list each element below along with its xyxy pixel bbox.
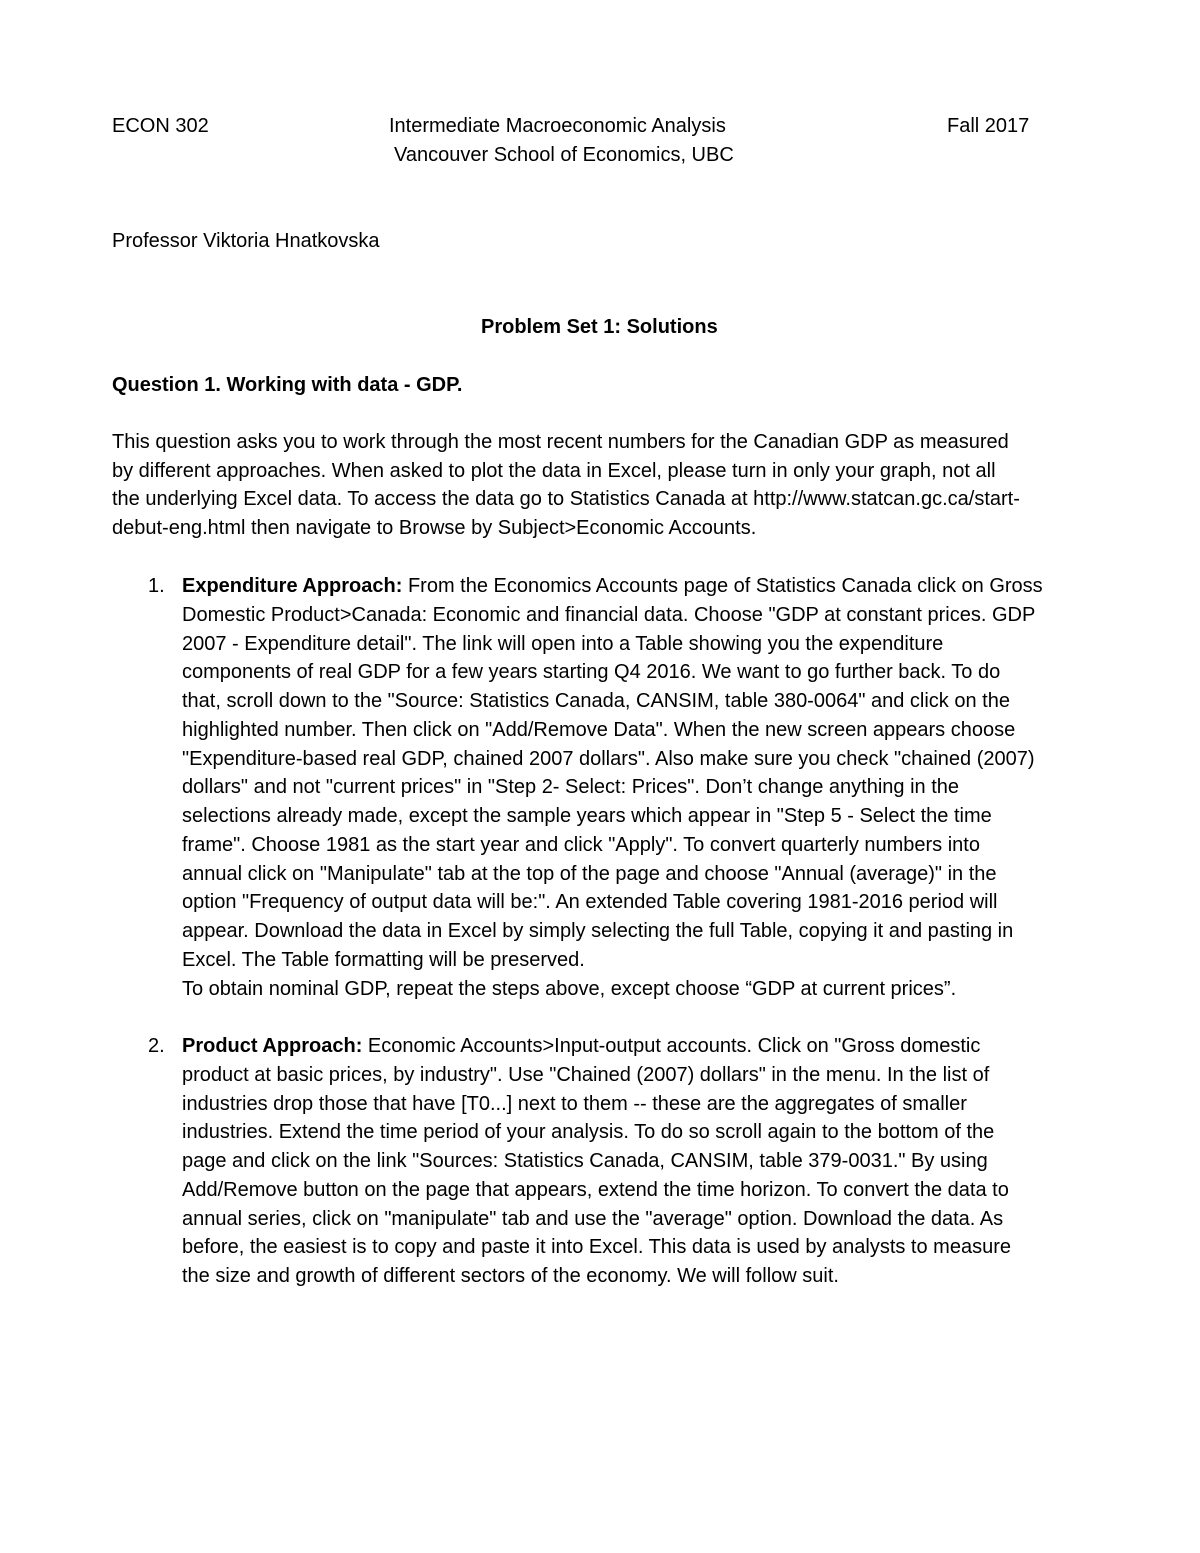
item-line: "Expenditure-based real GDP, chained 2007 dollars". Also make sure you check "chained (2007) — [182, 747, 1035, 770]
course-title: Intermediate Macroeconomic Analysis — [389, 115, 726, 137]
question-heading: Question 1. Working with data - GDP. — [112, 374, 463, 396]
item-first-line-text: Economic Accounts>Input-output accounts. Click on "Gross domestic — [362, 1035, 981, 1057]
item-line: industries. Extend the time period of your analysis. To do so scroll again to the bottom of the — [182, 1121, 995, 1144]
item-label: Expenditure Approach: — [182, 575, 403, 597]
item-line: page and click on the link "Sources: Statistics Canada, CANSIM, table 379-0031." By using — [182, 1150, 988, 1172]
item-line: option "Frequency of output data will be:". An extended Table covering 1981-2016 period will — [182, 891, 998, 914]
item-line: annual click on "Manipulate" tab at the top of the page and choose "Annual (average)" in the — [182, 862, 997, 885]
item-label: Product Approach: — [182, 1035, 363, 1057]
professor-name: Professor Viktoria Hnatkovska — [112, 230, 380, 252]
item-line: frame". Choose 1981 as the start year and click "Apply". To convert quarterly numbers into — [182, 833, 980, 856]
item-first-line-text: From the Economics Accounts page of Statistics Canada click on Gross — [402, 575, 1043, 597]
item-line: before, the easiest is to copy and paste it into Excel. This data is used by analysts to measure — [182, 1236, 1011, 1259]
list-item-first-line — [182, 572, 1102, 601]
intro-line: the underlying Excel data. To access the data go to Statistics Canada at http://www.statcan.gc.ca/start- — [112, 488, 1020, 511]
intro-line: debut-eng.html then navigate to Browse by Subject>Economic Accounts. — [112, 517, 757, 540]
item-line: that, scroll down to the "Source: Statistics Canada, CANSIM, table 380-0064" and click on the — [182, 690, 1010, 712]
item-line: 2007 - Expenditure detail". The link will open into a Table showing you the expenditure — [182, 632, 944, 655]
item-line: product at basic prices, by industry". Use "Chained (2007) dollars" in the menu. In the list of — [182, 1063, 990, 1086]
intro-line: This question asks you to work through the most recent numbers for the Canadian GDP as measured — [112, 431, 1009, 453]
item-line: components of real GDP for a few years starting Q4 2016. We want to go further back. To do — [182, 661, 1001, 684]
item-line: Domestic Product>Canada: Economic and financial data. Choose "GDP at constant prices. GDP — [182, 603, 1036, 626]
item-line: Add/Remove button on the page that appears, extend the time horizon. To convert the data to — [182, 1178, 1009, 1201]
question-intro — [112, 428, 1097, 543]
list-item-number: 1. — [148, 575, 165, 597]
page-title: Problem Set 1: Solutions — [481, 316, 718, 338]
list-item-first-line — [182, 1032, 1102, 1061]
list-item-body — [182, 1032, 1102, 1291]
list-item-body — [182, 572, 1102, 1003]
item-line: To obtain nominal GDP, repeat the steps above, except choose “GDP at current prices”. — [182, 977, 957, 1000]
list-item-number: 2. — [148, 1035, 165, 1057]
item-line: highlighted number. Then click on "Add/Remove Data". When the new screen appears choose — [182, 718, 1016, 741]
item-line: selections already made, except the sample years which appear in "Step 5 - Select the time — [182, 805, 992, 827]
item-line: annual series, click on "manipulate" tab and use the "average" option. Download the data. As — [182, 1207, 1004, 1230]
course-code: ECON 302 — [112, 115, 209, 137]
school-name: Vancouver School of Economics, UBC — [394, 144, 734, 166]
item-line: appear. Download the data in Excel by simply selecting the full Table, copying it and pasting in — [182, 920, 1014, 942]
item-line: the size and growth of different sectors of the economy. We will follow suit. — [182, 1265, 839, 1287]
item-line: Excel. The Table formatting will be preserved. — [182, 948, 585, 971]
item-line: dollars" and not "current prices" in "Step 2- Select: Prices". Don’t change anything in the — [182, 776, 960, 799]
intro-line: by different approaches. When asked to plot the data in Excel, please turn in only your graph, not all — [112, 459, 996, 482]
item-line: industries drop those that have [T0...] next to them -- these are the aggregates of smaller — [182, 1092, 967, 1115]
term: Fall 2017 — [947, 115, 1030, 137]
